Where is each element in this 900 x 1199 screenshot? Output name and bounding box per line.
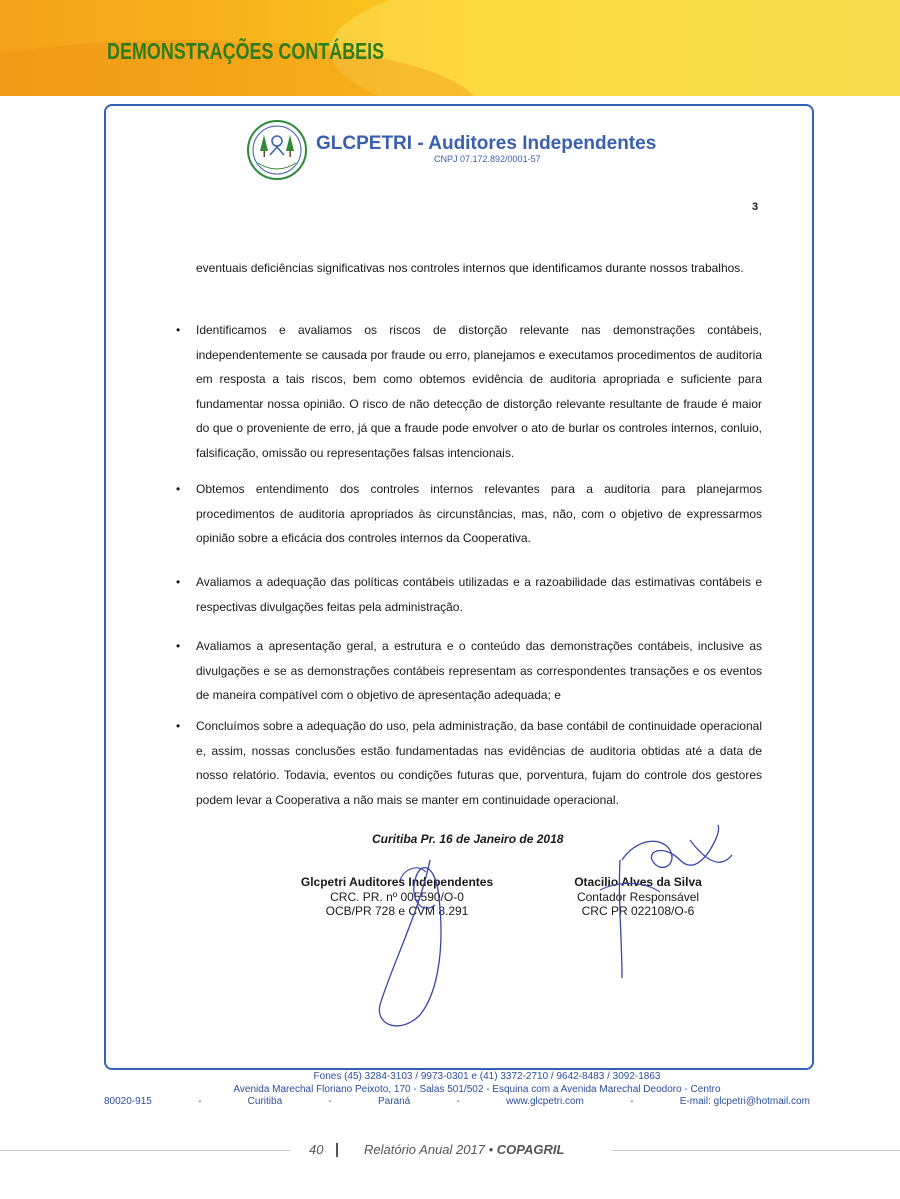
bullet-marker: • [176,639,181,653]
signatory-firm-registry: OCB/PR 728 e CVM 8.291 [325,904,469,918]
report-name: Relatório Anual 2017 [364,1142,485,1157]
page-footer [0,1141,900,1161]
report-dot: • [488,1142,494,1157]
firm-name: GLCPETRI - Auditores Independentes [316,133,657,154]
footer-website: www.glcpetri.com [506,1096,584,1107]
footer-contact-row [104,1096,810,1109]
footer-rule-left [0,1150,290,1151]
signatory-accountant-name: Otacilio Alves da Silva [574,875,702,889]
section-title: DEMONSTRAÇÕES CONTÁBEIS [107,38,385,64]
bullet-marker: • [176,482,181,496]
footer-city: Curitiba [247,1096,283,1107]
letter-page-number: 3 [752,201,759,213]
signatory-accountant-title: Contador Responsável [576,889,700,904]
firm-cnpj: CNPJ 07.172.892/0001-57 [434,154,541,164]
footer-divider [336,1143,338,1157]
footer-rule-right [612,1150,900,1151]
footer-email: E-mail: glcpetri@hotmail.com [679,1096,810,1107]
signature-block-firm [292,875,502,919]
bullet-marker: • [176,575,181,589]
signatory-accountant-crc: CRC PR 022108/O-6 [581,904,695,918]
bullet-marker: • [176,323,181,337]
paragraph-presentation: Avaliamos a apresentação geral, a estrutura e o conteúdo das demonstrações contábeis, inclusive as divulgações e se as demonstrações contábeis representam as correspondentes transações e os eventos de maneira compatível com o objetivo de apresentação adequada; e [196,639,762,703]
footer-cep: 80020-915 [104,1096,152,1107]
signatory-firm-name: Glcpetri Auditores Independentes [300,875,494,889]
bullet-marker: • [176,719,181,733]
footer-phones: Fones (45) 3284-3103 / 9973-0301 e (41) 3372-2710 / 9642-8483 / 3092-1863 [313,1071,661,1082]
paragraph-going-concern: Concluímos sobre a adequação do uso, pela administração, da base contábil de continuidade operacional e, assim, nossas conclusões estão fundamentadas nas evidências de auditoria obtidas até a data de nosso relatório. Todavia, eventos ou condições futuras que, porventura, fujam do controle dos gestores podem levar a Cooperativa a não mais se manter em continuidade operacional. [196,719,762,807]
date-line: Curitiba Pr. 16 de Janeiro de 2018 [372,832,564,846]
signatory-firm-crc: CRC. PR. nº 005590/O-0 [330,889,464,904]
signature-block-accountant [568,875,708,919]
paragraph-accounting-policies: Avaliamos a adequação das políticas contábeis utilizadas e a razoabilidade das estimativas contábeis e respectivas divulgações feitas pela administração. [196,575,762,614]
footer-separator: - [456,1096,460,1107]
footer-separator: - [198,1096,202,1107]
report-brand: COPAGRIL [496,1142,565,1157]
footer-separator: - [328,1096,332,1107]
letterhead-footer [104,1071,810,1109]
footer-state: Paraná [377,1096,411,1107]
paragraph-risk-assessment: Identificamos e avaliamos os riscos de distorção relevante nas demonstrações contábeis, independentemente se causada por fraude ou erro, planejamos e executamos procedimentos de auditoria em resposta a tais riscos, bem como obtemos evidência de auditoria apropriada e suficiente para fundamentar nossa opinião. O risco de não detecção de distorção relevante resultante de fraude é maior do que o proveniente de erro, já que a fraude pode envolver o ato de burlar os controles internos, conluio, falsificação, omissão ou representações falsas intencionais. [196,323,762,460]
glcpetri-logo-icon [246,119,308,181]
paragraph-internal-controls: Obtemos entendimento dos controles internos relevantes para a auditoria para planejarmos procedimentos de auditoria apropriados às circunstâncias, mas, não, com o objetivo de expressarmos opinião sobre a eficácia dos controles internos da Cooperativa. [196,482,762,546]
paragraph-continuation: eventuais deficiências significativas nos controles internos que identificamos durante nossos trabalhos. [196,261,744,275]
footer-separator: - [630,1096,634,1107]
report-page-number: 40 [309,1142,324,1157]
footer-address: Avenida Marechal Floriano Peixoto, 170 - Salas 501/502 - Esquina com a Avenida Marechal Deodoro - Centro [233,1083,721,1095]
report-title [364,1142,564,1157]
